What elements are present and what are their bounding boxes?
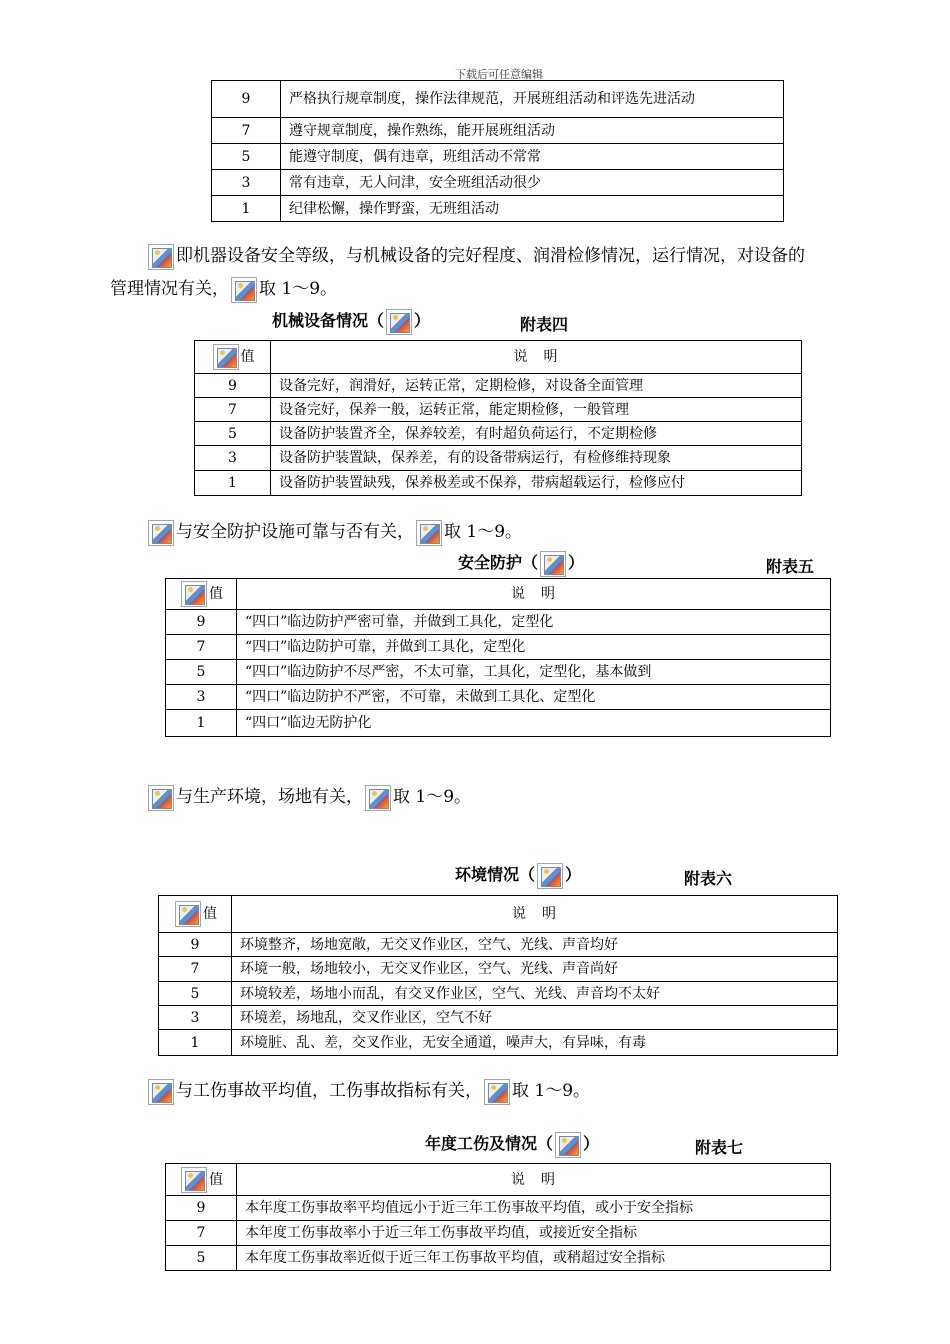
score-value: 1	[195, 471, 271, 496]
caption-close: ）	[414, 311, 431, 330]
table7-caption	[425, 1131, 599, 1158]
caption-text: 环境情况（	[455, 865, 536, 884]
env-text-1: 与生产环境，场地有关，	[176, 787, 363, 807]
table5-caption	[458, 550, 584, 577]
table-row	[166, 1196, 831, 1221]
caption-close: ）	[568, 553, 585, 572]
table5-appendix: 附表五	[766, 557, 815, 576]
score-value: 1	[159, 1030, 232, 1056]
table-row	[212, 144, 784, 170]
table-row	[159, 933, 838, 957]
score-value: 7	[212, 118, 281, 144]
score-description: 本年度工伤事故率小于近三年工伤事故平均值，或接近安全指标	[237, 1221, 831, 1246]
value-header-text: 值	[203, 906, 217, 922]
score-value: 1	[212, 196, 281, 222]
table-row	[166, 710, 831, 737]
safety-text-2: 取 1～9。	[444, 522, 523, 542]
table-header-row	[166, 579, 831, 610]
score-description: 设备防护装置缺残，保养极差或不保养，带病超载运行，检修应付	[271, 471, 802, 496]
score-description: 环境整齐，场地宽敞，无交叉作业区，空气、光线、声音均好	[232, 933, 838, 957]
value-header-text: 值	[209, 1171, 223, 1188]
caption-text: 安全防护（	[458, 553, 539, 572]
score-description: 设备防护装置缺，保养差，有的设备带病运行，有检修维持现象	[271, 446, 802, 471]
formula-image-icon	[213, 344, 239, 370]
table-row	[166, 1221, 831, 1246]
table-row	[212, 196, 784, 222]
table-header-row	[159, 896, 838, 933]
score-value: 7	[159, 957, 232, 982]
caption-text: 年度工伤及情况（	[425, 1134, 554, 1153]
score-description: 能遵守制度，偶有违章，班组活动不常常	[281, 144, 784, 170]
table-row	[166, 635, 831, 660]
score-value: 3	[195, 446, 271, 471]
formula-image-icon	[540, 551, 566, 577]
score-value: 3	[166, 685, 237, 710]
table-row	[212, 170, 784, 196]
table-row	[159, 1030, 838, 1056]
table-row	[166, 660, 831, 685]
machine-text-3: 取 1～9。	[259, 279, 338, 299]
description-header: 说 明	[271, 341, 802, 374]
score-value: 7	[195, 398, 271, 422]
table6-appendix: 附表六	[684, 869, 733, 888]
table4-appendix: 附表四	[520, 315, 569, 334]
table-header-row	[195, 341, 802, 374]
score-value: 9	[212, 81, 281, 118]
injury-paragraph	[146, 1075, 590, 1108]
value-header	[195, 341, 271, 374]
score-description: “四口”临边防护严密可靠，并做到工具化，定型化	[237, 610, 831, 635]
table-row	[166, 685, 831, 710]
table-row	[159, 1006, 838, 1030]
formula-image-icon	[148, 785, 174, 811]
environment-paragraph	[146, 781, 471, 814]
score-description: “四口”临边防护可靠，并做到工具化，定型化	[237, 635, 831, 660]
score-description: 纪律松懈，操作野蛮，无班组活动	[281, 196, 784, 222]
formula-image-icon	[148, 1079, 174, 1105]
score-description: 设备完好，润滑好，运转正常，定期检修，对设备全面管理	[271, 374, 802, 398]
score-value: 3	[212, 170, 281, 196]
injury-text-2: 取 1～9。	[512, 1081, 591, 1101]
table-header-row	[166, 1164, 831, 1196]
formula-image-icon	[231, 277, 257, 303]
table-row	[195, 374, 802, 398]
score-description: 遵守规章制度，操作熟练，能开展班组活动	[281, 118, 784, 144]
machine-text-2: 管理情况有关，	[110, 279, 229, 299]
score-value: 7	[166, 635, 237, 660]
value-header-text: 值	[240, 349, 255, 365]
table4-caption	[272, 308, 430, 335]
score-value: 9	[195, 374, 271, 398]
score-value: 5	[166, 660, 237, 685]
formula-image-icon	[148, 520, 174, 546]
formula-image-icon	[181, 1167, 207, 1193]
table-row	[195, 471, 802, 496]
value-header	[159, 896, 232, 933]
description-header: 说 明	[232, 896, 838, 933]
value-header-text: 值	[209, 586, 223, 602]
score-description: 环境差，场地乱，交叉作业区，空气不好	[232, 1006, 838, 1030]
score-description: 本年度工伤事故率平均值远小于近三年工伤事故平均值，或小于安全指标	[237, 1196, 831, 1221]
safety-text-1: 与安全防护设施可靠与否有关，	[176, 522, 414, 542]
table-row	[166, 610, 831, 635]
formula-image-icon	[365, 785, 391, 811]
value-header	[166, 579, 237, 610]
score-description: 常有违章，无人问津，安全班组活动很少	[281, 170, 784, 196]
table-row	[212, 118, 784, 144]
score-value: 7	[166, 1221, 237, 1246]
description-header: 说 明	[237, 579, 831, 610]
score-description: 环境脏、乱、差，交叉作业，无安全通道，噪声大，有异味，有毒	[232, 1030, 838, 1056]
table-row	[159, 957, 838, 982]
formula-image-icon	[386, 309, 412, 335]
score-description: “四口”临边无防护化	[237, 710, 831, 737]
caption-close: ）	[583, 1134, 600, 1153]
table-row	[166, 1246, 831, 1271]
formula-image-icon	[181, 581, 207, 607]
score-value: 9	[166, 1196, 237, 1221]
score-description: “四口”临边防护不尽严密，不太可靠，工具化，定型化，基本做到	[237, 660, 831, 685]
injury-text-1: 与工伤事故平均值，工伤事故指标有关，	[176, 1081, 482, 1101]
machine-paragraph	[110, 240, 890, 306]
description-header: 说 明	[237, 1164, 831, 1196]
formula-image-icon	[537, 863, 563, 889]
score-value: 5	[159, 982, 232, 1006]
discipline-table	[211, 80, 784, 222]
score-value: 5	[212, 144, 281, 170]
score-value: 9	[159, 933, 232, 957]
machine-table	[194, 340, 802, 496]
environment-table	[158, 895, 838, 1056]
machine-text-1: 即机器设备安全等级，与机械设备的完好程度、润滑检修情况，运行情况，对设备的	[176, 246, 805, 266]
injury-table	[165, 1163, 831, 1271]
table-row	[195, 398, 802, 422]
table6-caption	[455, 862, 581, 889]
score-value: 9	[166, 610, 237, 635]
score-description: 环境一般，场地较小，无交叉作业区，空气、光线、声音尚好	[232, 957, 838, 982]
formula-image-icon	[148, 244, 174, 270]
score-value: 5	[195, 422, 271, 446]
score-description: 设备防护装置齐全，保养较差，有时超负荷运行，不定期检修	[271, 422, 802, 446]
score-description: “四口”临边防护不严密，不可靠，未做到工具化、定型化	[237, 685, 831, 710]
table7-appendix: 附表七	[695, 1138, 744, 1157]
header-note: 下载后可任意编辑	[455, 68, 543, 81]
table-row	[195, 422, 802, 446]
table-row	[212, 81, 784, 118]
score-description: 环境较差，场地小而乱，有交叉作业区，空气、光线、声音均不太好	[232, 982, 838, 1006]
table-row	[195, 446, 802, 471]
value-header	[166, 1164, 237, 1196]
formula-image-icon	[416, 520, 442, 546]
table-row	[159, 982, 838, 1006]
score-description: 严格执行规章制度，操作法律规范，开展班组活动和评选先进活动	[281, 81, 784, 118]
formula-image-icon	[484, 1079, 510, 1105]
score-value: 5	[166, 1246, 237, 1271]
env-text-2: 取 1～9。	[393, 787, 472, 807]
score-value: 3	[159, 1006, 232, 1030]
score-description: 设备完好，保养一般，运转正常，能定期检修，一般管理	[271, 398, 802, 422]
caption-text: 机械设备情况（	[272, 311, 385, 330]
formula-image-icon	[175, 901, 201, 927]
safety-paragraph	[146, 516, 522, 549]
score-description: 本年度工伤事故率近似于近三年工伤事故平均值，或稍超过安全指标	[237, 1246, 831, 1271]
score-value: 1	[166, 710, 237, 737]
caption-close: ）	[565, 865, 582, 884]
safety-table	[165, 578, 831, 737]
formula-image-icon	[555, 1132, 581, 1158]
